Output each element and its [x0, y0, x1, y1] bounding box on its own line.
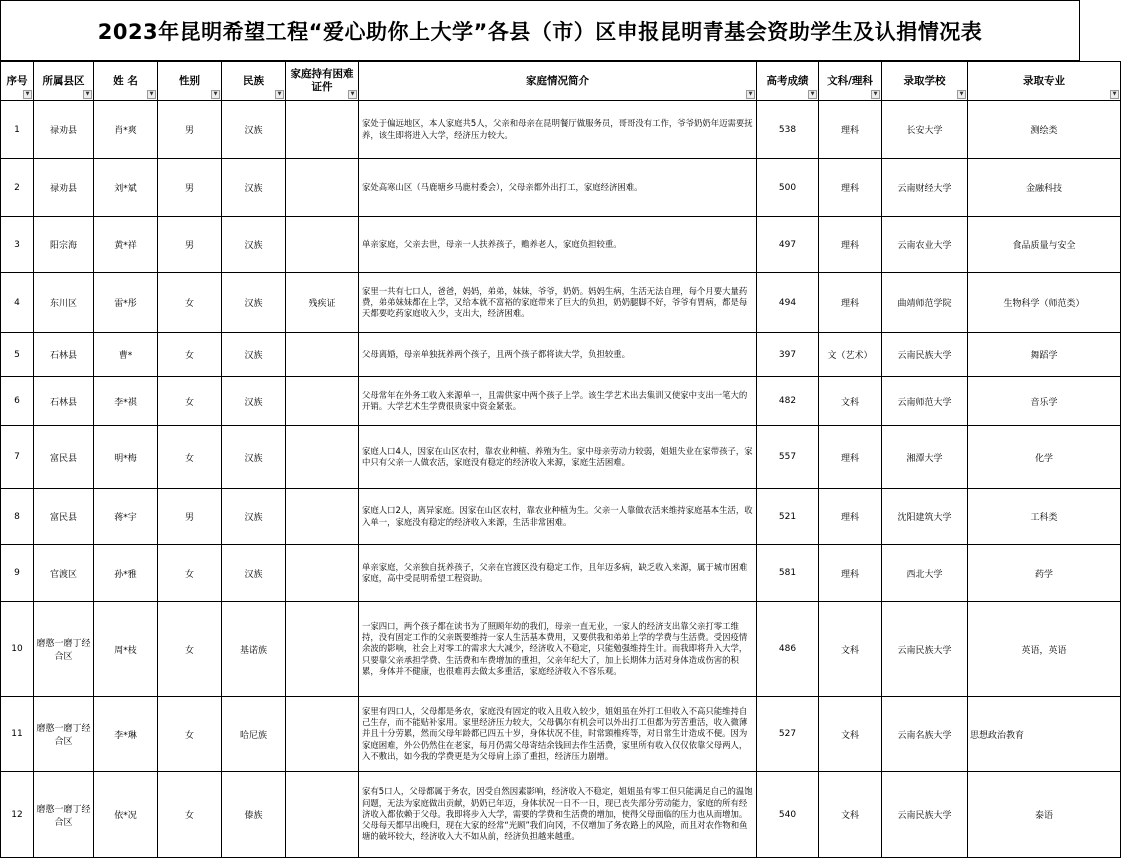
cell-track: 理科 — [819, 159, 882, 217]
cell-school: 云南名族大学 — [882, 697, 968, 772]
table-row — [1, 602, 1121, 697]
cell-ethnicity: 汉族 — [222, 489, 286, 545]
cell-ethnicity: 汉族 — [222, 426, 286, 489]
cell-major: 药学 — [968, 545, 1121, 602]
cell-score: 397 — [757, 333, 819, 377]
cell-score: 581 — [757, 545, 819, 602]
table-row — [1, 377, 1121, 426]
cell-school: 云南财经大学 — [882, 159, 968, 217]
cell-county: 官渡区 — [34, 545, 94, 602]
table-row — [1, 273, 1121, 333]
cell-name: 孙*雅 — [94, 545, 158, 602]
cell-score: 500 — [757, 159, 819, 217]
cell-cert — [286, 489, 359, 545]
table-row — [1, 772, 1121, 858]
table-row — [1, 426, 1121, 489]
cell-track: 文（艺术） — [819, 333, 882, 377]
cell-intro: 父母常年在外务工收入来源单一，且需供家中两个孩子上学。该生学艺术出去集训又使家中支出一笔大的开销。大学艺术生学费很贵家中资金紧张。 — [359, 377, 757, 426]
cell-name: 刘*斌 — [94, 159, 158, 217]
cell-name: 雷*彤 — [94, 273, 158, 333]
cell-name: 依*况 — [94, 772, 158, 858]
cell-no: 7 — [1, 426, 34, 489]
page-title: 2023年昆明希望工程“爱心助你上大学”各县（市）区申报昆明青基会资助学生及认捐情况表 — [0, 0, 1080, 61]
dropdown-arrow-icon[interactable]: ▼ — [275, 90, 284, 99]
dropdown-arrow-icon[interactable]: ▼ — [211, 90, 220, 99]
header-score: 高考成绩 ▼ — [757, 62, 819, 101]
cell-score: 497 — [757, 217, 819, 273]
cell-county: 禄劝县 — [34, 101, 94, 159]
cell-no: 12 — [1, 772, 34, 858]
header-cert: 家庭持有困难证件 ▼ — [286, 62, 359, 101]
dropdown-arrow-icon[interactable]: ▼ — [746, 90, 755, 99]
cell-school: 西北大学 — [882, 545, 968, 602]
header-intro: 家庭情况简介 ▼ — [359, 62, 757, 101]
cell-intro: 一家四口，两个孩子都在读书为了照顾年幼的我们，母亲一直无业，一家人的经济支出靠父亲打零工维持，没有固定工作的父亲既要维持一家人生活基本费用，又要供我和弟弟上学的学费与生活费。受因疫情余波的影响，社会上对零工的需求大大减少，经济收入不稳定，只能勉强维持生计。而我即将升入大学，只要靠父亲承担学费、生活费和车费增加的重担，父亲年纪大了，加上长期体力活对身体造成伤害的积累，身体并不健康，也很难再去做太多重活，家庭经济收入不容乐观。 — [359, 602, 757, 697]
cell-major: 食品质量与安全 — [968, 217, 1121, 273]
dropdown-arrow-icon[interactable]: ▼ — [23, 90, 32, 99]
cell-major: 英语，英语 — [968, 602, 1121, 697]
cell-name: 李*祺 — [94, 377, 158, 426]
header-county: 所属县区 ▼ — [34, 62, 94, 101]
table-row — [1, 217, 1121, 273]
cell-gender: 男 — [158, 159, 222, 217]
header-major: 录取专业 ▼ — [968, 62, 1121, 101]
cell-county: 磨憨一磨丁经合区 — [34, 772, 94, 858]
cell-ethnicity: 傣族 — [222, 772, 286, 858]
cell-score: 486 — [757, 602, 819, 697]
header-track: 文科/理科 ▼ — [819, 62, 882, 101]
cell-major: 生物科学（师范类） — [968, 273, 1121, 333]
cell-school: 沈阳建筑大学 — [882, 489, 968, 545]
cell-intro: 家处于偏远地区，本人家庭共5人，父亲和母亲在昆明餐厅做服务员，哥哥没有工作，爷爷奶奶年迈需要抚养，该生即将进入大学，经济压力较大。 — [359, 101, 757, 159]
cell-score: 521 — [757, 489, 819, 545]
cell-major: 化学 — [968, 426, 1121, 489]
cell-school: 云南民族大学 — [882, 772, 968, 858]
cell-gender: 女 — [158, 273, 222, 333]
cell-name: 周*枝 — [94, 602, 158, 697]
table-row — [1, 545, 1121, 602]
header-ethnicity: 民族 ▼ — [222, 62, 286, 101]
dropdown-arrow-icon[interactable]: ▼ — [147, 90, 156, 99]
cell-gender: 男 — [158, 101, 222, 159]
cell-intro: 家有5口人，父母都属于务农，因受自然因素影响，经济收入不稳定，姐姐虽有零工但只能满足自己的温饱问题，无法为家庭做出贡献，奶奶已年迈，身体状况一日不一日，现已丧失部分劳动能力，家庭的所有经济收入都依赖于父母。我即将步入大学，需要的学费和生活费的增加，使得父母面临的压力也从而增加。父母每天都早出晚归，现在大家的经常“光顾”我们向冈，不仅增加了务农路上的风险，而且对农作物和鱼塘的破坏较大，经济收入大不如从前，经济负担越来越重。 — [359, 772, 757, 858]
cell-name: 蒋*宇 — [94, 489, 158, 545]
cell-no: 3 — [1, 217, 34, 273]
cell-major: 金融科技 — [968, 159, 1121, 217]
cell-school: 云南民族大学 — [882, 333, 968, 377]
cell-name: 肖*爽 — [94, 101, 158, 159]
cell-major: 思想政治教育 — [968, 697, 1121, 772]
cell-score: 557 — [757, 426, 819, 489]
cell-intro: 家里一共有七口人，爸爸，妈妈，弟弟，妹妹，爷爷，奶奶。妈妈生病，生活无法自理，每个月要大量药费，弟弟妹妹都在上学，又给本就不富裕的家庭带来了巨大的负担，奶奶腿脚不好，爷爷有胃病，都是每天都要吃药家庭收入少，支出大，经济困难。 — [359, 273, 757, 333]
cell-cert — [286, 159, 359, 217]
dropdown-arrow-icon[interactable]: ▼ — [348, 90, 357, 99]
cell-track: 文科 — [819, 772, 882, 858]
cell-name: 李*琳 — [94, 697, 158, 772]
cell-school: 云南农业大学 — [882, 217, 968, 273]
cell-major: 测绘类 — [968, 101, 1121, 159]
cell-gender: 女 — [158, 545, 222, 602]
cell-county: 石林县 — [34, 377, 94, 426]
cell-major: 舞蹈学 — [968, 333, 1121, 377]
dropdown-arrow-icon[interactable]: ▼ — [871, 90, 880, 99]
cell-county: 富民县 — [34, 489, 94, 545]
cell-intro: 家庭人口2人，离异家庭。因家在山区农村，靠农业种植为生。父亲一人靠做农活来维持家庭基本生活，收入单一，家庭没有稳定的经济收入来源，生活非常困难。 — [359, 489, 757, 545]
cell-ethnicity: 汉族 — [222, 377, 286, 426]
cell-no: 2 — [1, 159, 34, 217]
cell-major: 音乐学 — [968, 377, 1121, 426]
cell-county: 禄劝县 — [34, 159, 94, 217]
cell-county: 东川区 — [34, 273, 94, 333]
cell-track: 文科 — [819, 697, 882, 772]
cell-gender: 女 — [158, 377, 222, 426]
cell-track: 理科 — [819, 217, 882, 273]
cell-name: 黄*祥 — [94, 217, 158, 273]
cell-score: 482 — [757, 377, 819, 426]
cell-school: 云南民族大学 — [882, 602, 968, 697]
cell-school: 云南师范大学 — [882, 377, 968, 426]
cell-track: 理科 — [819, 101, 882, 159]
cell-score: 540 — [757, 772, 819, 858]
table-row — [1, 159, 1121, 217]
cell-county: 磨憨一磨丁经合区 — [34, 697, 94, 772]
cell-track: 理科 — [819, 426, 882, 489]
cell-cert — [286, 545, 359, 602]
cell-name: 明*梅 — [94, 426, 158, 489]
cell-intro: 家处高寒山区（马鹿塘乡马鹿村委会），父母亲都外出打工，家庭经济困难。 — [359, 159, 757, 217]
cell-track: 理科 — [819, 545, 882, 602]
table-row — [1, 101, 1121, 159]
cell-gender: 女 — [158, 772, 222, 858]
dropdown-arrow-icon[interactable]: ▼ — [808, 90, 817, 99]
dropdown-arrow-icon[interactable]: ▼ — [957, 90, 966, 99]
cell-intro: 单亲家庭，父亲独自抚养孩子，父亲在官渡区没有稳定工作，且年迈多病，缺乏收入来源，属于城市困难家庭，高中受昆明希望工程资助。 — [359, 545, 757, 602]
cell-gender: 女 — [158, 426, 222, 489]
cell-ethnicity: 汉族 — [222, 545, 286, 602]
cell-no: 8 — [1, 489, 34, 545]
cell-cert — [286, 333, 359, 377]
cell-ethnicity: 汉族 — [222, 159, 286, 217]
cell-track: 理科 — [819, 489, 882, 545]
cell-intro: 家里有四口人，父母都是务农，家庭没有固定的收入且收入较少，姐姐虽在外打工但收入不高只能维持自己生存，而不能贴补家用。家里经济压力较大，父母偶尔有机会可以外出打工但都为劳苦重活，收入微薄并且十分劳累，然而父母年龄都已四五十岁，身体状况不佳，时常頸椎疼等，对日常生计造成不便。因为家庭困难，外公仍然住在老家，每月仍需父母寄结余钱回去作生活费，家里所有收入仅仅依靠父母两人，入不敷出，如今我的学费更是为父母肩上添了重担，经济压力剧增。 — [359, 697, 757, 772]
cell-county: 石林县 — [34, 333, 94, 377]
cell-school: 湘潭大学 — [882, 426, 968, 489]
cell-cert — [286, 697, 359, 772]
cell-ethnicity: 汉族 — [222, 217, 286, 273]
cell-no: 5 — [1, 333, 34, 377]
header-name: 姓 名 ▼ — [94, 62, 158, 101]
cell-score: 538 — [757, 101, 819, 159]
cell-ethnicity: 基诺族 — [222, 602, 286, 697]
dropdown-arrow-icon[interactable]: ▼ — [1110, 90, 1119, 99]
table-row — [1, 489, 1121, 545]
cell-track: 文科 — [819, 602, 882, 697]
cell-score: 527 — [757, 697, 819, 772]
cell-no: 1 — [1, 101, 34, 159]
header-school: 录取学校 ▼ — [882, 62, 968, 101]
header-no: 序号 ▼ — [1, 62, 34, 101]
header-gender: 性别 ▼ — [158, 62, 222, 101]
cell-no: 9 — [1, 545, 34, 602]
table-row — [1, 333, 1121, 377]
cell-ethnicity: 汉族 — [222, 333, 286, 377]
cell-county: 阳宗海 — [34, 217, 94, 273]
cell-major: 工科类 — [968, 489, 1121, 545]
cell-gender: 女 — [158, 697, 222, 772]
cell-cert — [286, 101, 359, 159]
cell-ethnicity: 汉族 — [222, 273, 286, 333]
cell-track: 文科 — [819, 377, 882, 426]
cell-major: 泰语 — [968, 772, 1121, 858]
cell-cert: 残疾证 — [286, 273, 359, 333]
cell-gender: 男 — [158, 489, 222, 545]
cell-cert — [286, 426, 359, 489]
cell-cert — [286, 602, 359, 697]
cell-name: 曹* — [94, 333, 158, 377]
cell-gender: 女 — [158, 602, 222, 697]
cell-cert — [286, 217, 359, 273]
table-row — [1, 697, 1121, 772]
cell-cert — [286, 772, 359, 858]
cell-score: 494 — [757, 273, 819, 333]
header-row — [1, 62, 1121, 101]
data-table — [0, 61, 1121, 858]
cell-school: 曲靖师范学院 — [882, 273, 968, 333]
cell-cert — [286, 377, 359, 426]
cell-no: 11 — [1, 697, 34, 772]
dropdown-arrow-icon[interactable]: ▼ — [83, 90, 92, 99]
cell-county: 富民县 — [34, 426, 94, 489]
cell-no: 10 — [1, 602, 34, 697]
cell-intro: 父母离婚，母亲单独抚养两个孩子，且两个孩子都将读大学，负担较重。 — [359, 333, 757, 377]
cell-intro: 单亲家庭，父亲去世，母亲一人扶养孩子，赡养老人，家庭负担较重。 — [359, 217, 757, 273]
cell-no: 6 — [1, 377, 34, 426]
cell-gender: 男 — [158, 217, 222, 273]
cell-no: 4 — [1, 273, 34, 333]
cell-gender: 女 — [158, 333, 222, 377]
cell-school: 长安大学 — [882, 101, 968, 159]
cell-track: 理科 — [819, 273, 882, 333]
cell-county: 磨憨一磨丁经合区 — [34, 602, 94, 697]
cell-ethnicity: 汉族 — [222, 101, 286, 159]
cell-ethnicity: 哈尼族 — [222, 697, 286, 772]
cell-intro: 家庭人口4人，因家在山区农村，靠农业种植、养殖为生。家中母亲劳动力较弱，姐姐失业在家带孩子，家中只有父亲一人做农活，家庭没有稳定的经济收入来源，家庭生活困难。 — [359, 426, 757, 489]
